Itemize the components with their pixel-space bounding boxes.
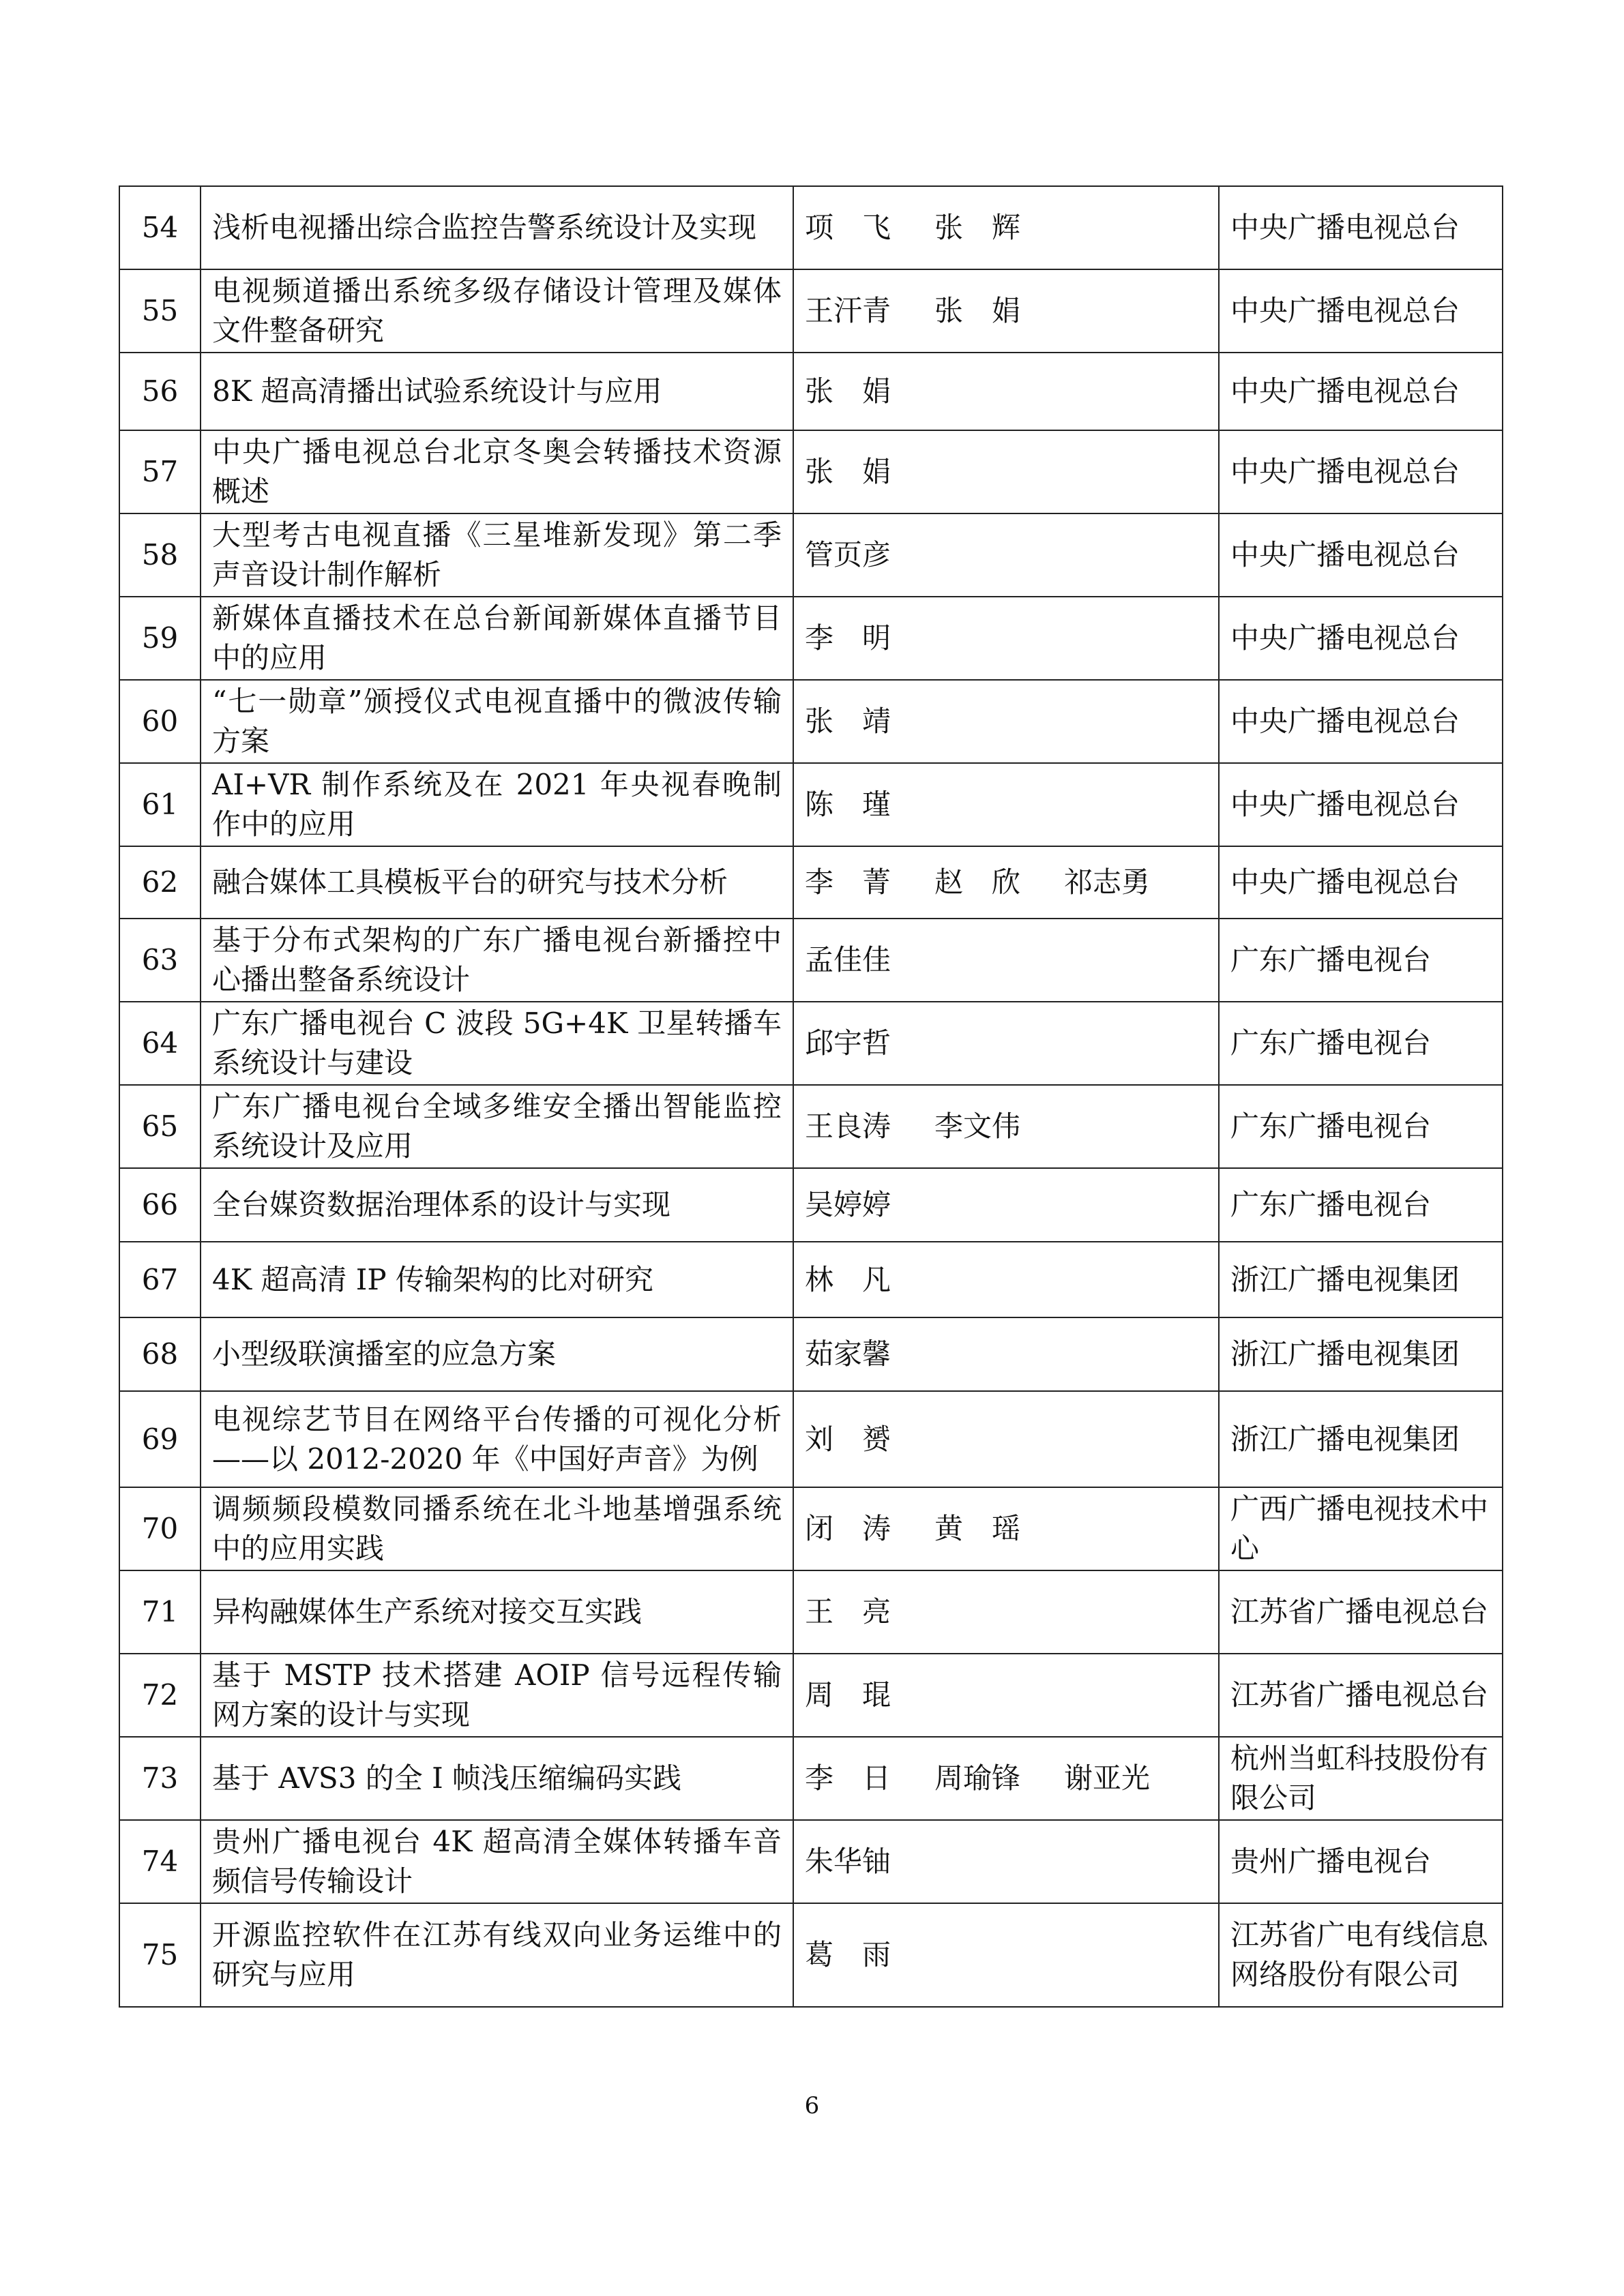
table-row: [119, 1242, 1503, 1317]
paper-title: 全台媒资数据治理体系的设计与实现: [201, 1168, 793, 1242]
organization: 广东广播电视台: [1219, 1002, 1503, 1085]
row-number: 60: [119, 680, 201, 763]
author-name: 张 辉: [934, 211, 1021, 244]
paper-authors: [793, 1317, 1219, 1391]
paper-title: 基于 MSTP 技术搭建 AOIP 信号远程传输网方案的设计与实现: [201, 1654, 793, 1737]
organization: 中央广播电视总台: [1219, 680, 1503, 763]
paper-title: 广东广播电视台 C 波段 5G+4K 卫星转播车系统设计与建设: [201, 1002, 793, 1085]
paper-authors: [793, 1654, 1219, 1737]
row-number: 62: [119, 846, 201, 919]
author-name: 林 凡: [805, 1262, 891, 1296]
row-number: 72: [119, 1654, 201, 1737]
author-name: 李 日: [805, 1761, 891, 1795]
table-row: [119, 1820, 1503, 1903]
paper-title: 4K 超高清 IP 传输架构的比对研究: [201, 1242, 793, 1317]
page-number: 6: [804, 2092, 820, 2119]
organization: 江苏省广播电视总台: [1219, 1570, 1503, 1654]
organization: 中央广播电视总台: [1219, 186, 1503, 269]
paper-title: 异构融媒体生产系统对接交互实践: [201, 1570, 793, 1654]
row-number: 64: [119, 1002, 201, 1085]
row-number: 61: [119, 763, 201, 846]
table-row: [119, 1570, 1503, 1654]
author-name: 王良涛: [805, 1109, 891, 1143]
organization: 中央广播电视总台: [1219, 513, 1503, 597]
table-row: [119, 680, 1503, 763]
paper-title: 电视频道播出系统多级存储设计管理及媒体文件整备研究: [201, 269, 793, 353]
organization: 中央广播电视总台: [1219, 430, 1503, 513]
row-number: 70: [119, 1487, 201, 1570]
paper-title: 基于分布式架构的广东广播电视台新播控中心播出整备系统设计: [201, 919, 793, 1002]
paper-authors: [793, 1820, 1219, 1903]
row-number: 67: [119, 1242, 201, 1317]
paper-title: 开源监控软件在江苏有线双向业务运维中的研究与应用: [201, 1903, 793, 2007]
organization: 杭州当虹科技股份有限公司: [1219, 1737, 1503, 1820]
paper-authors: [793, 1168, 1219, 1242]
author-name: 黄 瑶: [934, 1512, 1021, 1545]
paper-authors: [793, 353, 1219, 430]
table-row: [119, 1002, 1503, 1085]
author-name: 张 娟: [805, 455, 891, 488]
author-name: 李文伟: [934, 1109, 1021, 1143]
paper-authors: [793, 763, 1219, 846]
paper-title: 8K 超高清播出试验系统设计与应用: [201, 353, 793, 430]
author-name: 茹家馨: [805, 1337, 891, 1371]
table-row: [119, 1487, 1503, 1570]
table-row: [119, 1654, 1503, 1737]
organization: 中央广播电视总台: [1219, 846, 1503, 919]
paper-title: 电视综艺节目在网络平台传播的可视化分析——以 2012-2020 年《中国好声音》为例: [201, 1391, 793, 1487]
organization: 江苏省广播电视总台: [1219, 1654, 1503, 1737]
author-name: 管页彦: [805, 538, 891, 571]
table-row: [119, 597, 1503, 680]
paper-authors: [793, 513, 1219, 597]
paper-authors: [793, 846, 1219, 919]
row-number: 71: [119, 1570, 201, 1654]
row-number: 58: [119, 513, 201, 597]
author-name: 吴婷婷: [805, 1188, 891, 1221]
paper-list-table: [119, 185, 1503, 2008]
table-row: [119, 1903, 1503, 2007]
paper-authors: [793, 1487, 1219, 1570]
author-name: 张 娟: [805, 374, 891, 408]
author-name: 李 明: [805, 621, 891, 655]
table-row: [119, 763, 1503, 846]
table-row: [119, 1085, 1503, 1168]
organization: 中央广播电视总台: [1219, 763, 1503, 846]
author-name: 周 琨: [805, 1678, 891, 1712]
paper-authors: [793, 1570, 1219, 1654]
paper-authors: [793, 1242, 1219, 1317]
row-number: 54: [119, 186, 201, 269]
paper-authors: [793, 430, 1219, 513]
author-name: 刘 赟: [805, 1422, 891, 1456]
paper-title: “七一勋章”颁授仪式电视直播中的微波传输方案: [201, 680, 793, 763]
table-row: [119, 1168, 1503, 1242]
row-number: 65: [119, 1085, 201, 1168]
table-row: [119, 846, 1503, 919]
paper-title: 融合媒体工具模板平台的研究与技术分析: [201, 846, 793, 919]
author-name: 葛 雨: [805, 1938, 891, 1971]
author-name: 项 飞: [805, 211, 891, 244]
row-number: 66: [119, 1168, 201, 1242]
organization: 广东广播电视台: [1219, 1168, 1503, 1242]
author-name: 周瑜锋: [934, 1761, 1021, 1795]
paper-title: 贵州广播电视台 4K 超高清全媒体转播车音频信号传输设计: [201, 1820, 793, 1903]
table-body: [119, 186, 1503, 2007]
paper-title: 小型级联演播室的应急方案: [201, 1317, 793, 1391]
paper-authors: [793, 1391, 1219, 1487]
organization: 中央广播电视总台: [1219, 353, 1503, 430]
row-number: 74: [119, 1820, 201, 1903]
paper-authors: [793, 1002, 1219, 1085]
table-row: [119, 269, 1503, 353]
paper-authors: [793, 1085, 1219, 1168]
paper-authors: [793, 597, 1219, 680]
paper-title: AI+VR 制作系统及在 2021 年央视春晚制作中的应用: [201, 763, 793, 846]
row-number: 63: [119, 919, 201, 1002]
row-number: 56: [119, 353, 201, 430]
paper-title: 中央广播电视总台北京冬奥会转播技术资源概述: [201, 430, 793, 513]
paper-title: 调频频段模数同播系统在北斗地基增强系统中的应用实践: [201, 1487, 793, 1570]
paper-title: 广东广播电视台全域多维安全播出智能监控系统设计及应用: [201, 1085, 793, 1168]
author-name: 王汗青: [805, 294, 891, 327]
paper-authors: [793, 1737, 1219, 1820]
organization: 浙江广播电视集团: [1219, 1317, 1503, 1391]
table-row: [119, 1737, 1503, 1820]
organization: 中央广播电视总台: [1219, 269, 1503, 353]
author-name: 张 靖: [805, 704, 891, 738]
table-row: [119, 186, 1503, 269]
paper-authors: [793, 269, 1219, 353]
table-row: [119, 513, 1503, 597]
author-name: 谢亚光: [1064, 1761, 1151, 1795]
paper-title: 大型考古电视直播《三星堆新发现》第二季声音设计制作解析: [201, 513, 793, 597]
row-number: 59: [119, 597, 201, 680]
author-name: 邱宇哲: [805, 1026, 891, 1060]
paper-title: 浅析电视播出综合监控告警系统设计及实现: [201, 186, 793, 269]
paper-authors: [793, 1903, 1219, 2007]
author-name: 赵 欣: [934, 865, 1021, 899]
paper-title: 新媒体直播技术在总台新闻新媒体直播节目中的应用: [201, 597, 793, 680]
row-number: 68: [119, 1317, 201, 1391]
table-row: [119, 430, 1503, 513]
paper-authors: [793, 919, 1219, 1002]
paper-authors: [793, 186, 1219, 269]
organization: 江苏省广电有线信息网络股份有限公司: [1219, 1903, 1503, 2007]
row-number: 73: [119, 1737, 201, 1820]
table-row: [119, 919, 1503, 1002]
organization: 浙江广播电视集团: [1219, 1391, 1503, 1487]
organization: 贵州广播电视台: [1219, 1820, 1503, 1903]
row-number: 69: [119, 1391, 201, 1487]
table-row: [119, 1391, 1503, 1487]
organization: 中央广播电视总台: [1219, 597, 1503, 680]
row-number: 75: [119, 1903, 201, 2007]
author-name: 祁志勇: [1064, 865, 1151, 899]
row-number: 55: [119, 269, 201, 353]
paper-authors: [793, 680, 1219, 763]
author-name: 孟佳佳: [805, 943, 891, 976]
organization: 广东广播电视台: [1219, 1085, 1503, 1168]
paper-title: 基于 AVS3 的全 I 帧浅压缩编码实践: [201, 1737, 793, 1820]
author-name: 陈 瑾: [805, 788, 891, 821]
author-name: 李 菁: [805, 865, 891, 899]
organization: 广东广播电视台: [1219, 919, 1503, 1002]
author-name: 王 亮: [805, 1595, 891, 1628]
table-row: [119, 1317, 1503, 1391]
table-row: [119, 353, 1503, 430]
author-name: 朱华铀: [805, 1845, 891, 1878]
organization: 广西广播电视技术中心: [1219, 1487, 1503, 1570]
author-name: 张 娟: [934, 294, 1021, 327]
organization: 浙江广播电视集团: [1219, 1242, 1503, 1317]
row-number: 57: [119, 430, 201, 513]
author-name: 闭 涛: [805, 1512, 891, 1545]
